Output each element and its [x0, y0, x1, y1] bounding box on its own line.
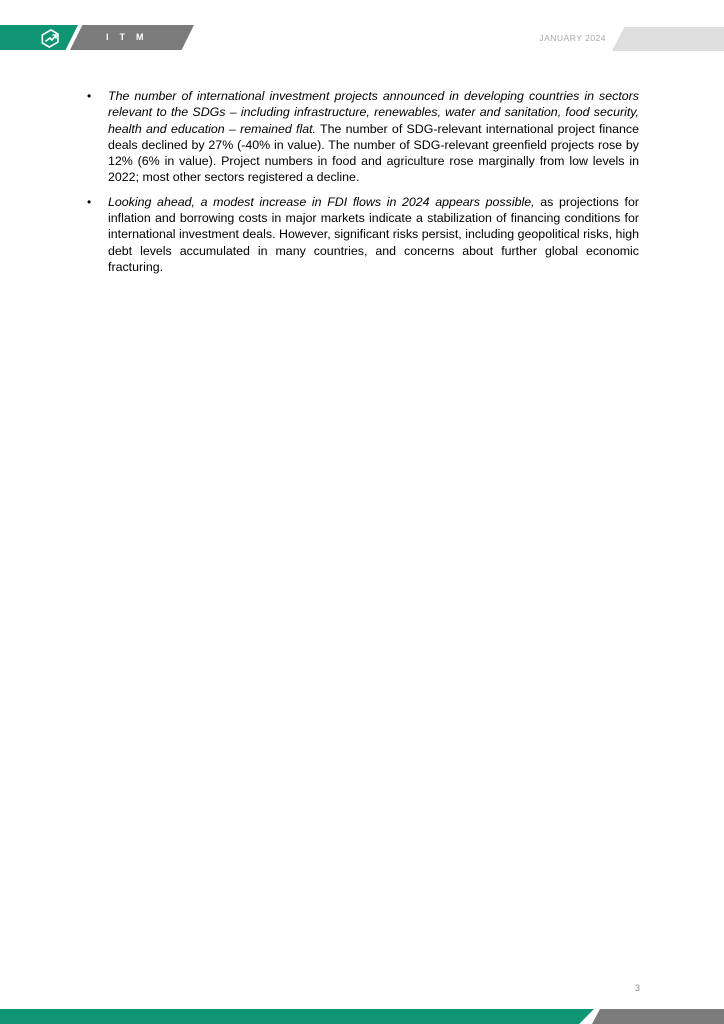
bullet-text: The number of SDG-relevant international project finance deals declined by 27% (-40% in value). The number of SDG-relevant greenfield projects rose by 12% (6% in value). Project numbers in food and agriculture rose marginally from low levels in 2022; most other sectors registered a decline.: [108, 121, 640, 185]
publication-date: JANUARY 2024: [539, 33, 606, 43]
bullet-text: as projections for inflation and borrowing costs in major markets indicate a stabilization of financing conditions for international investment deals. However, significant risks persist, including geopolitical risks, high debt levels accumulated in many countries, and concerns about further global economic fracturing.: [108, 194, 639, 274]
trend-arrow-icon: [40, 27, 62, 49]
list-item: [87, 194, 639, 275]
page-header: [0, 0, 724, 60]
bullet-lead: Looking ahead, a modest increase in FDI flows in 2024 appears possible,: [108, 194, 535, 209]
footer-gray-bar: [592, 1009, 724, 1024]
page-number: 3: [634, 983, 640, 993]
bullet-lead: The number of international investment projects announced in developing countries in sectors relevant to the SDGs – including infrastructure, renewables, water and sanitation, food security, health and education – remained flat.: [108, 89, 639, 136]
bullet-list: [87, 88, 639, 275]
bullet-icon: •: [87, 89, 92, 103]
list-item: [87, 88, 639, 186]
main-content: [87, 88, 639, 283]
footer-green-bar: [0, 1009, 594, 1024]
series-label: ITM: [106, 32, 155, 42]
bullet-icon: •: [87, 194, 92, 209]
header-light-tab: [612, 27, 724, 51]
header-green-tab: [0, 25, 78, 50]
